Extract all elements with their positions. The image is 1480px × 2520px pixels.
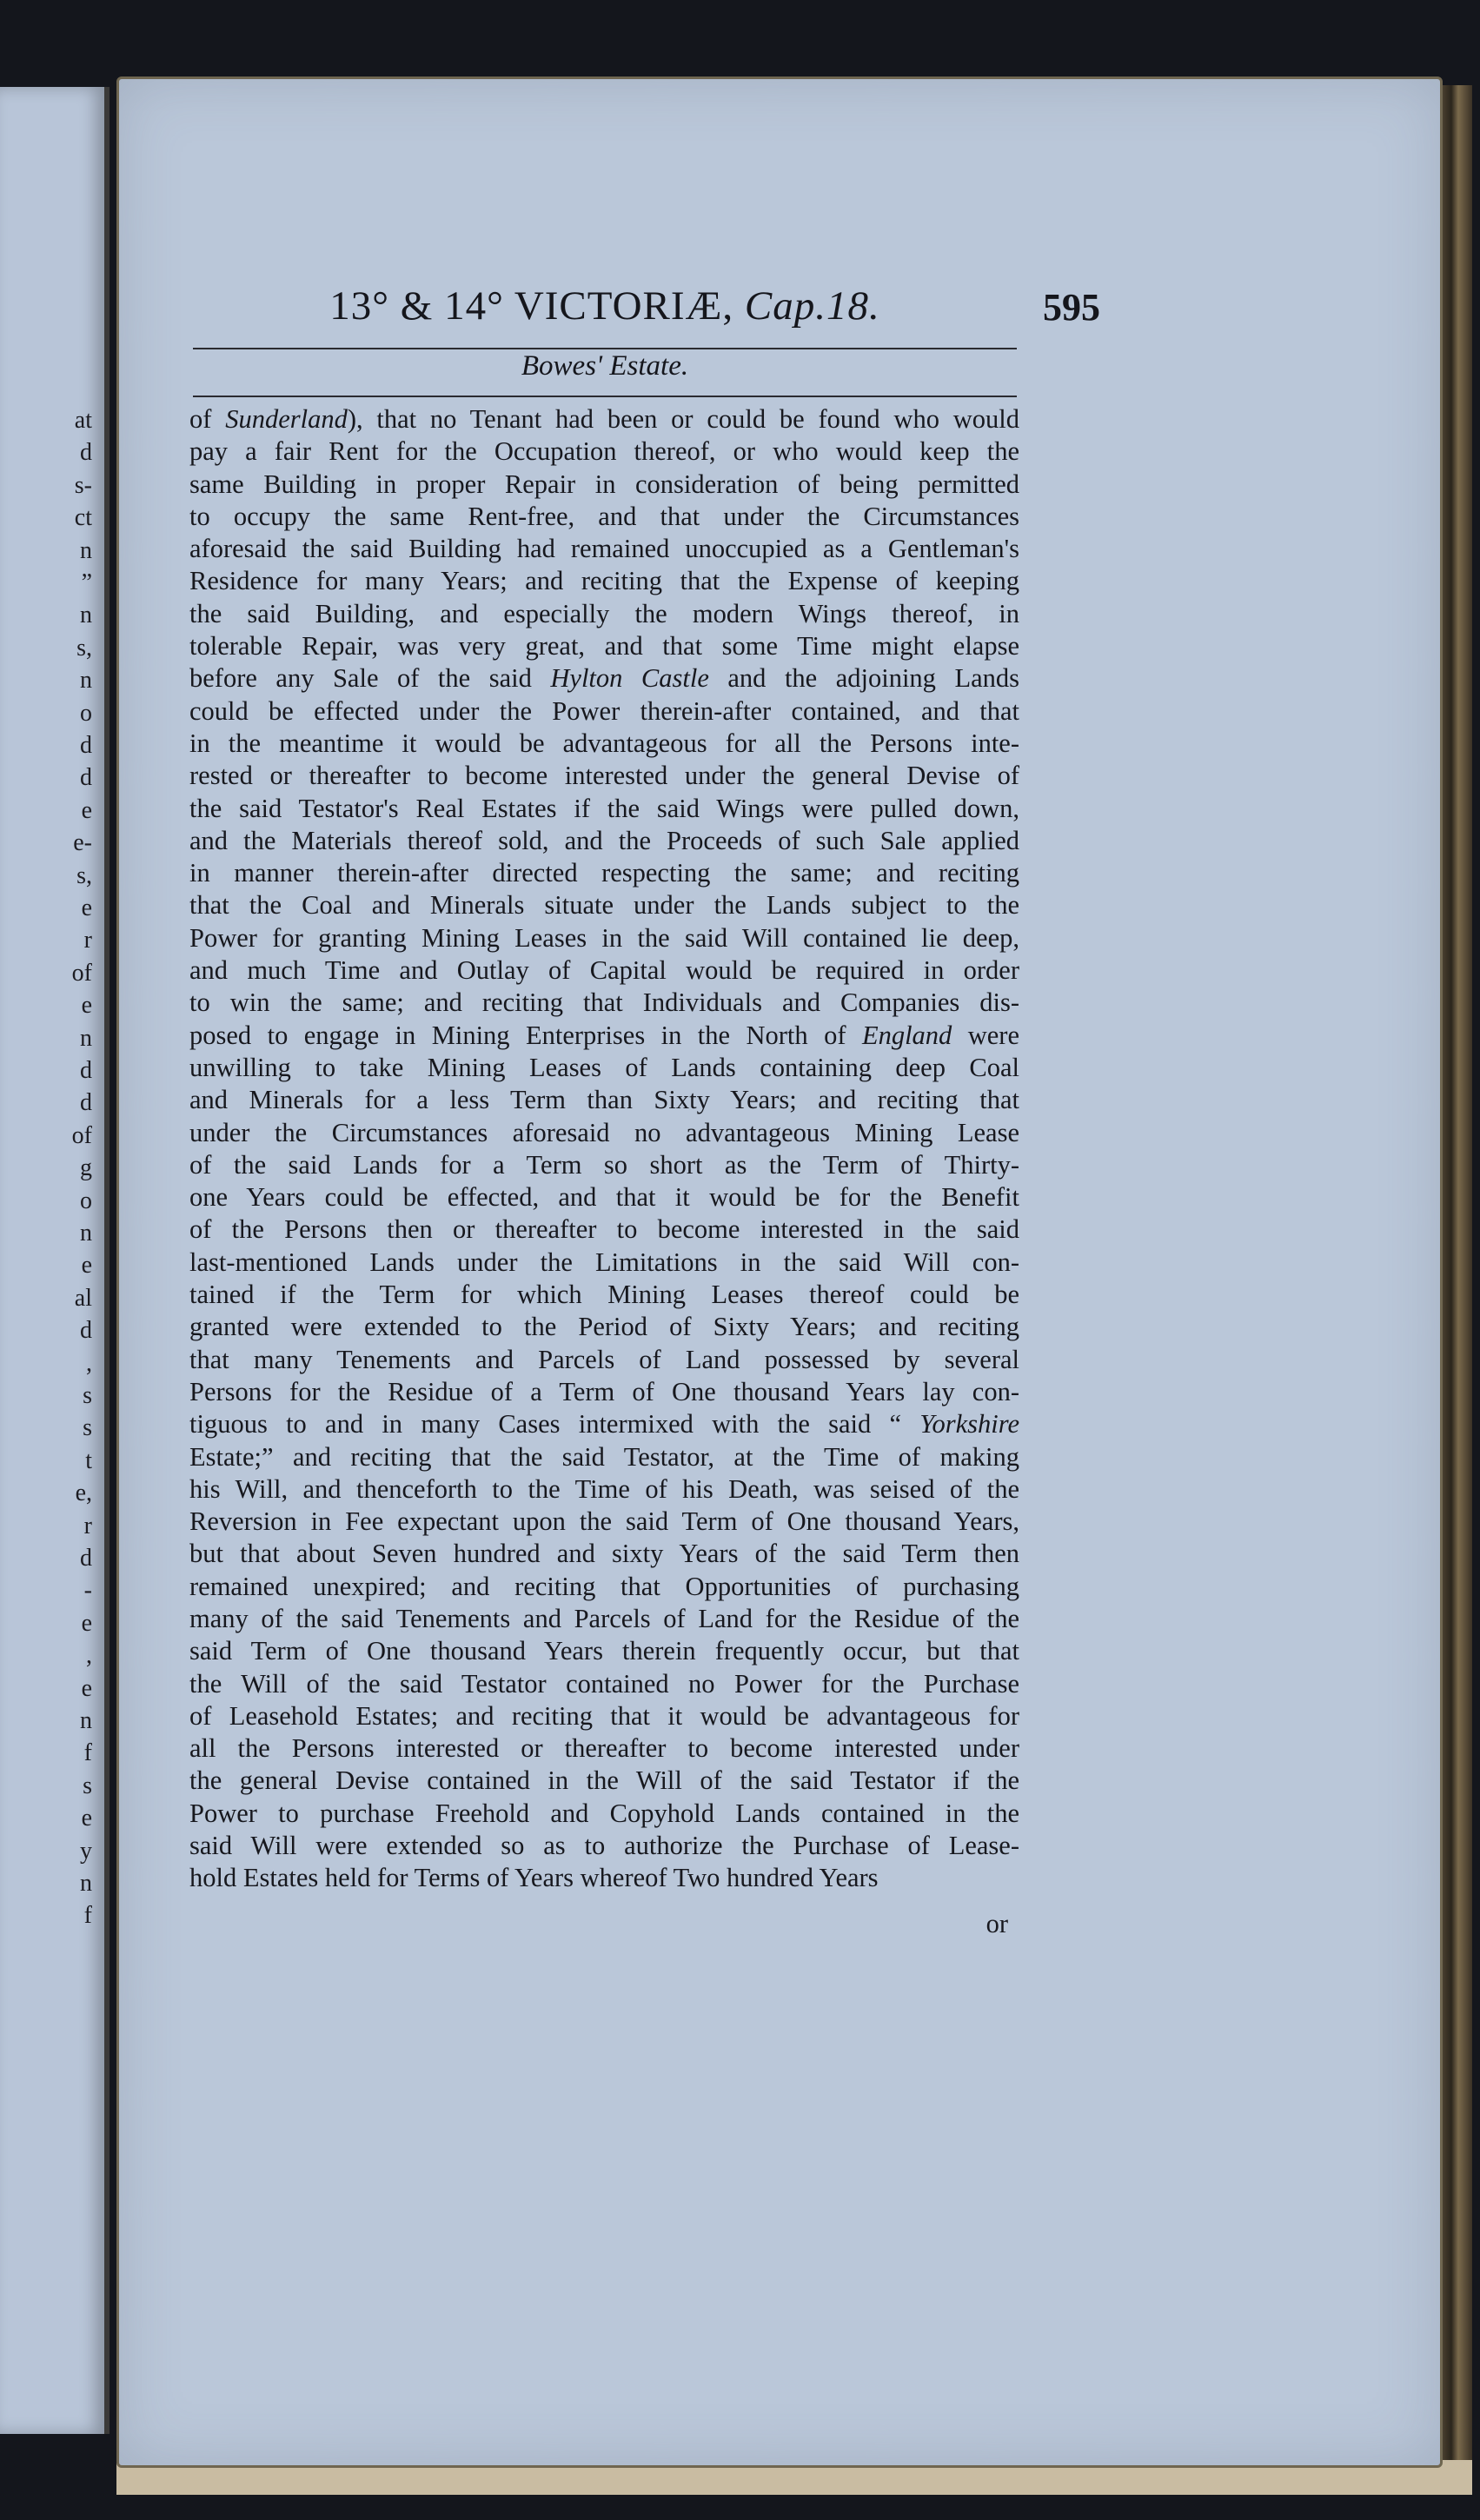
text-line: and much Time and Outlay of Capital would be required in order	[189, 955, 1019, 986]
text-line: in manner therein-after directed respecting the same; and reciting	[189, 858, 1019, 888]
facing-page-fragment: n	[80, 602, 92, 629]
text-line: of the Persons then or thereafter to become interested in the said	[189, 1214, 1019, 1245]
text-line: aforesaid the said Building had remained unoccupied as a Gentleman's	[189, 534, 1019, 564]
section-subtitle: Bowes' Estate.	[521, 350, 689, 382]
facing-page-fragment: ct	[74, 504, 92, 532]
facing-page-fragment: s	[83, 1772, 92, 1799]
text-line: of the said Lands for a Term so short as the Term of Thirty-	[189, 1149, 1019, 1180]
facing-page-fragment: o	[80, 699, 92, 727]
text-line: hold Estates held for Terms of Years whereof Two hundred Years	[189, 1863, 879, 1893]
facing-page-fragment: n	[80, 1024, 92, 1052]
facing-page-fragment: s,	[76, 861, 92, 889]
facing-page-fragment: n	[80, 536, 92, 564]
facing-page-fragment: d	[80, 732, 92, 759]
text-line: Persons for the Residue of a Term of One thousand Years lay con-	[189, 1376, 1019, 1406]
text-line: posed to engage in Mining Enterprises in the North of England were	[189, 1020, 1019, 1050]
title-chapter: Cap.18.	[744, 283, 880, 329]
title-regnal-years: 13° & 14° VICTORIÆ,	[329, 283, 734, 329]
text-line: tolerable Repair, was very great, and that some Time might elapse	[189, 631, 1019, 662]
facing-page-fragment: e,	[75, 1479, 92, 1507]
header-rule-bottom	[193, 396, 1017, 397]
text-line: pay a fair Rent for the Occupation thereof, or who would keep the	[189, 436, 1019, 467]
facing-page-fragment: n	[80, 1707, 92, 1734]
facing-page-fragment: t	[85, 1446, 92, 1474]
facing-page-fragment: s	[83, 1414, 92, 1442]
facing-page-fragment: y	[80, 1837, 92, 1865]
text-line: of Leasehold Estates; and reciting that it would be advantageous for	[189, 1700, 1019, 1731]
page-edge	[1437, 85, 1472, 2463]
text-line: to win the same; and reciting that Individuals and Companies dis-	[189, 987, 1019, 1018]
text-line: under the Circumstances aforesaid no advantageous Mining Lease	[189, 1117, 1019, 1147]
facing-page-fragment: n	[80, 1220, 92, 1247]
text-line: the Will of the said Testator contained no Power for the Purchase	[189, 1668, 1019, 1699]
text-line: one Years could be effected, and that it would be for the Benefit	[189, 1182, 1019, 1213]
facing-page-fragment: al	[74, 1284, 92, 1312]
facing-page-fragment: s-	[74, 471, 92, 499]
text-line: unwilling to take Mining Leases of Lands containing deep Coal	[189, 1052, 1019, 1082]
facing-page-fragment: d	[80, 1057, 92, 1084]
text-line: and the Materials thereof sold, and the Proceeds of such Sale applied	[189, 825, 1019, 855]
facing-page-fragment: n	[80, 667, 92, 695]
facing-page-fragment: of	[71, 1121, 92, 1149]
text-line: the general Devise contained in the Will of the said Testator if the	[189, 1765, 1019, 1796]
text-line: Power for granting Mining Leases in the said Will contained lie deep,	[189, 922, 1019, 953]
facing-page-fragment: r	[83, 927, 92, 954]
text-line: Estate;” and reciting that the said Testator, at the Time of making	[189, 1441, 1019, 1472]
running-title	[193, 283, 1017, 329]
text-line: Power to purchase Freehold and Copyhold Lands contained in the	[189, 1798, 1019, 1828]
text-line: could be effected under the Power therein-after contained, and that	[189, 695, 1019, 726]
text-line: that the Coal and Minerals situate under the Lands subject to the	[189, 890, 1019, 921]
facing-page-fragment: r	[83, 1512, 92, 1539]
text-line: granted were extended to the Period of Sixty Years; and reciting	[189, 1312, 1019, 1342]
text-line: Residence for many Years; and reciting that the Expense of keeping	[189, 566, 1019, 596]
facing-page-fragment: ,	[86, 1642, 92, 1670]
facing-page-fragment: s,	[76, 634, 92, 662]
text-line: many of the said Tenements and Parcels of Land for the Residue of the	[189, 1603, 1019, 1633]
body-text	[189, 403, 1019, 1895]
facing-page-fragment: d	[80, 1317, 92, 1345]
facing-page-fragment: d	[80, 1089, 92, 1117]
text-line: same Building in proper Repair in consideration of being permitted	[189, 469, 1019, 499]
text-line: all the Persons interested or thereafter to become interested under	[189, 1733, 1019, 1764]
header-rule-top	[193, 348, 1017, 349]
text-line: before any Sale of the said Hylton Castle and the adjoining Lands	[189, 663, 1019, 694]
facing-page-fragment: ,	[86, 1349, 92, 1377]
text-line: said Term of One thousand Years therein frequently occur, but that	[189, 1636, 1019, 1666]
running-header	[193, 283, 1017, 343]
text-line: of Sunderland), that no Tenant had been or could be found who would	[189, 404, 1019, 434]
facing-page-fragment: e	[81, 1674, 92, 1702]
text-line: rested or thereafter to become interested under the general Devise of	[189, 761, 1019, 791]
facing-page-fragment: o	[80, 1187, 92, 1214]
facing-page-fragment: g	[80, 1154, 92, 1182]
facing-page-fragment: -	[83, 1577, 92, 1605]
text-line: the said Testator's Real Estates if the said Wings were pulled down,	[189, 793, 1019, 823]
catchword: or	[986, 1909, 1008, 1938]
text-line: said Will were extended so as to authorize the Purchase of Lease-	[189, 1831, 1019, 1861]
text-line: Reversion in Fee expectant upon the said Term of One thousand Years,	[189, 1506, 1019, 1537]
facing-page-fragment: e	[81, 1609, 92, 1637]
text-line: last-mentioned Lands under the Limitations in the said Will con-	[189, 1247, 1019, 1277]
text-line: but that about Seven hundred and sixty Years of the said Term then	[189, 1539, 1019, 1569]
text-line: tiguous to and in many Cases intermixed with the said “ Yorkshire	[189, 1409, 1019, 1440]
text-line: that many Tenements and Parcels of Land possessed by several	[189, 1344, 1019, 1374]
facing-page-fragment: e	[81, 894, 92, 921]
facing-page-fragment: e	[81, 796, 92, 824]
facing-page-fragment: f	[83, 1739, 92, 1767]
facing-page-fragment: e	[81, 992, 92, 1020]
text-line: and Minerals for a less Term than Sixty Years; and reciting that	[189, 1085, 1019, 1115]
text-line: the said Building, and especially the modern Wings thereof, in	[189, 598, 1019, 628]
facing-page-fragment: d	[80, 439, 92, 467]
facing-page-fragment: at	[74, 407, 92, 434]
facing-page-fragment: f	[83, 1902, 92, 1930]
facing-page-fragment: d	[80, 1545, 92, 1572]
facing-page-fragment: of	[71, 959, 92, 987]
facing-page	[0, 87, 110, 2434]
facing-page-fragment: n	[80, 1870, 92, 1897]
facing-page-fragment: e	[81, 1805, 92, 1832]
text-line: remained unexpired; and reciting that Opportunities of purchasing	[189, 1571, 1019, 1601]
facing-page-fragment: s	[83, 1382, 92, 1409]
text-line: his Will, and thenceforth to the Time of his Death, was seised of the	[189, 1473, 1019, 1504]
text-line: to occupy the same Rent-free, and that under the Circumstances	[189, 501, 1019, 531]
facing-page-fragment: ”	[81, 569, 92, 596]
facing-page-fragment: e	[81, 1252, 92, 1280]
page-number: 595	[1043, 286, 1100, 329]
text-line: in the meantime it would be advantageous for all the Persons inte-	[189, 728, 1019, 758]
facing-page-fragment: d	[80, 764, 92, 792]
facing-page-fragment: e-	[73, 829, 92, 857]
text-line: tained if the Term for which Mining Leases thereof could be	[189, 1280, 1019, 1310]
